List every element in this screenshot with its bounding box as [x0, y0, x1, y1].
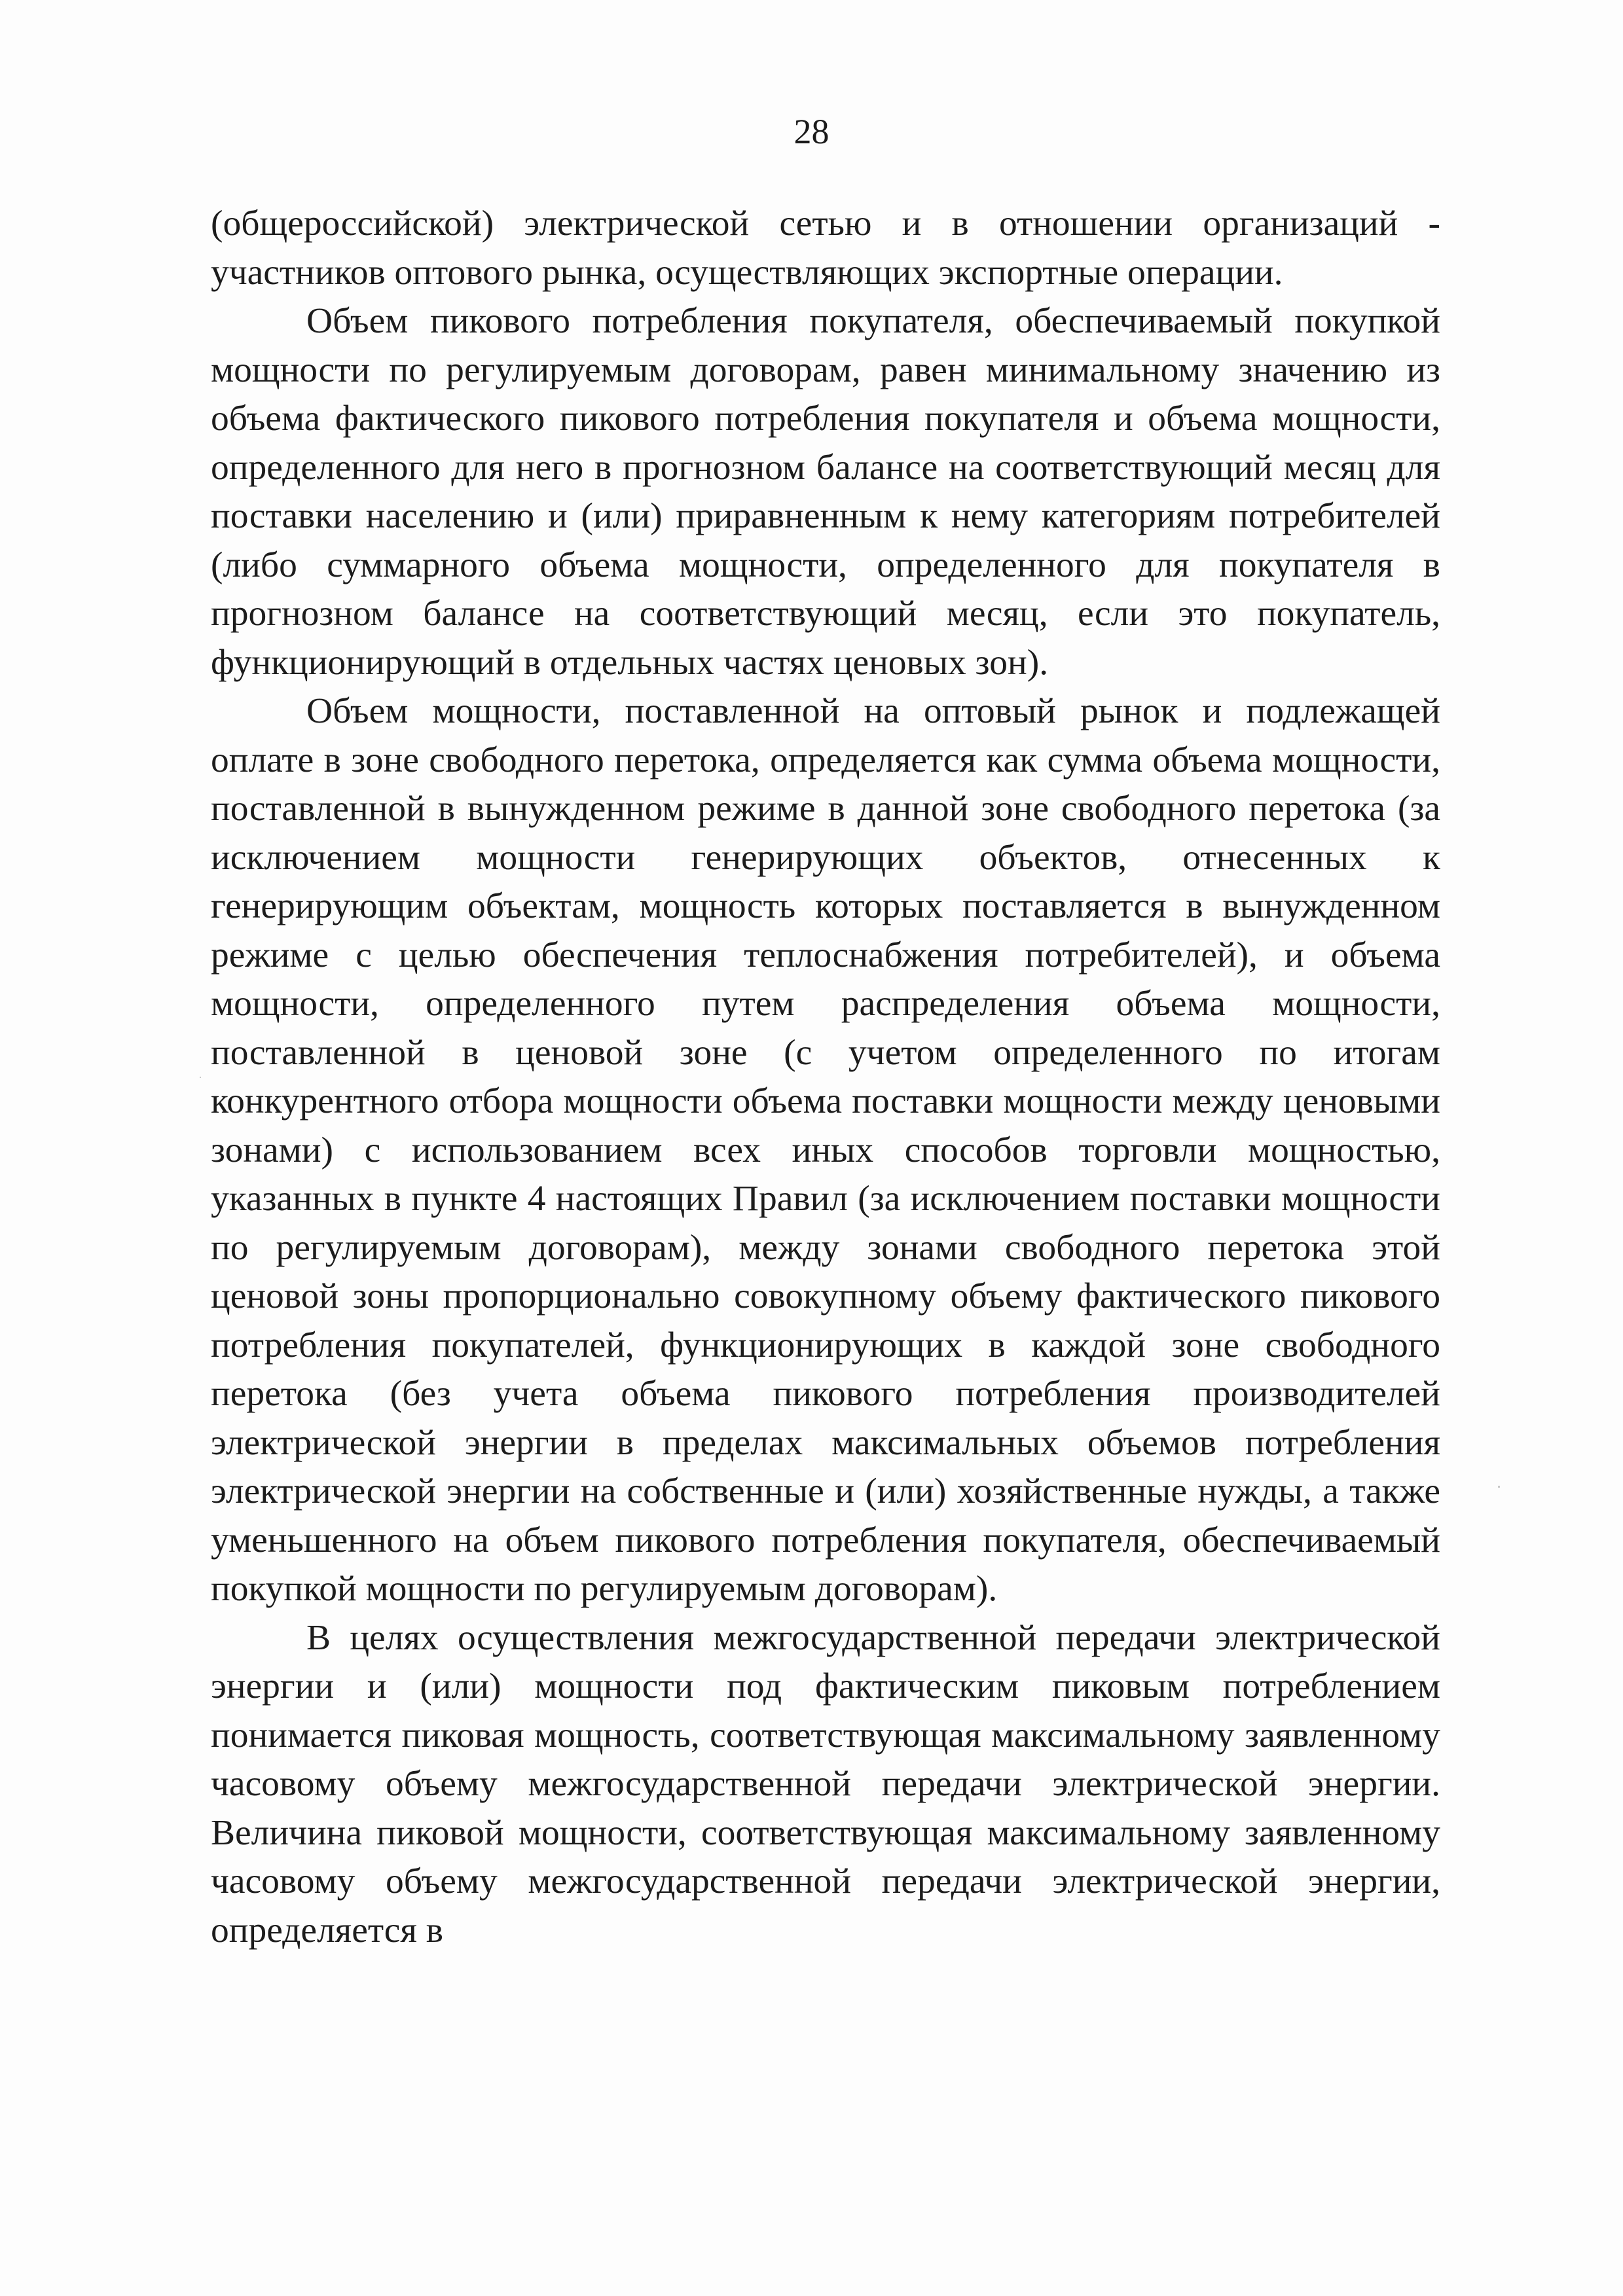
paragraph-capacity-volume: Объем мощности, поставленной на оптовый рынок и подлежащей оплате в зоне свободного перетока, определяется как сумма объема мощности, поставленной в вынужденном режиме в данной зоне свободного перетока (за исключением мощности генерирующих объектов, отнесенных к генерирующим объектам, мощность которых поставляется в вынужденном режиме с целью обеспечения теплоснабжения потребителей), и объема мощности, определенного путем распределения объема мощности, поставленной в ценовой зоне (с учетом определенного по итогам конкурентного отбора мощности объема поставки мощности между ценовыми зонами) с использованием всех иных способов торговли мощностью, указанных в пункте 4 настоящих Правил (за исключением поставки мощности по регулируемым договорам), между зонами свободного перетока этой ценовой зоны пропорционально совокупному объему фактического пикового потребления покупателей, функционирующих в каждой зоне свободного перетока (без учета объема пикового потребления производителей электрической энергии в пределах максимальных объемов потребления электрической энергии на собственные и (или) хозяйственные нужды, а также уменьшенного на объем пикового потребления покупателя, обеспечиваемый покупкой мощности по регулируемым договорам). [211, 691, 1440, 1609]
scan-speck [200, 1077, 201, 1078]
page-number: 28 [793, 112, 830, 151]
paragraph-peak-consumption: Объем пикового потребления покупателя, обеспечиваемый покупкой мощности по регулируемым договорам, равен минимальному значению из объема фактического пикового потребления покупателя и объема мощности, определенного для него в прогнозном балансе на соответствующий месяц для поставки населению и (или) приравненным к нему категориям потребителей (либо суммарного объема мощности, определенного для покупателя в прогнозном балансе на соответствующий месяц, если это покупатель, функционирующий в отдельных частях ценовых зон). [211, 301, 1440, 683]
paragraph-continuation: (общероссийской) электрической сетью и в отношении организаций - участников оптового рынка, осуществляющих экспортные операции. [211, 204, 1440, 293]
document-body [211, 200, 1440, 1955]
paragraph-interstate-transfer: В целях осуществления межгосударственной передачи электрической энергии и (или) мощности под фактическим пиковым потреблением понимается пиковая мощность, соответствующая максимальному заявленному часовому объему межгосударственной передачи электрической энергии. Величина пиковой мощности, соответствующая максимальному заявленному часовому объему межгосударственной передачи электрической энергии, определяется в [211, 1617, 1440, 1950]
scan-speck [1498, 1486, 1500, 1488]
